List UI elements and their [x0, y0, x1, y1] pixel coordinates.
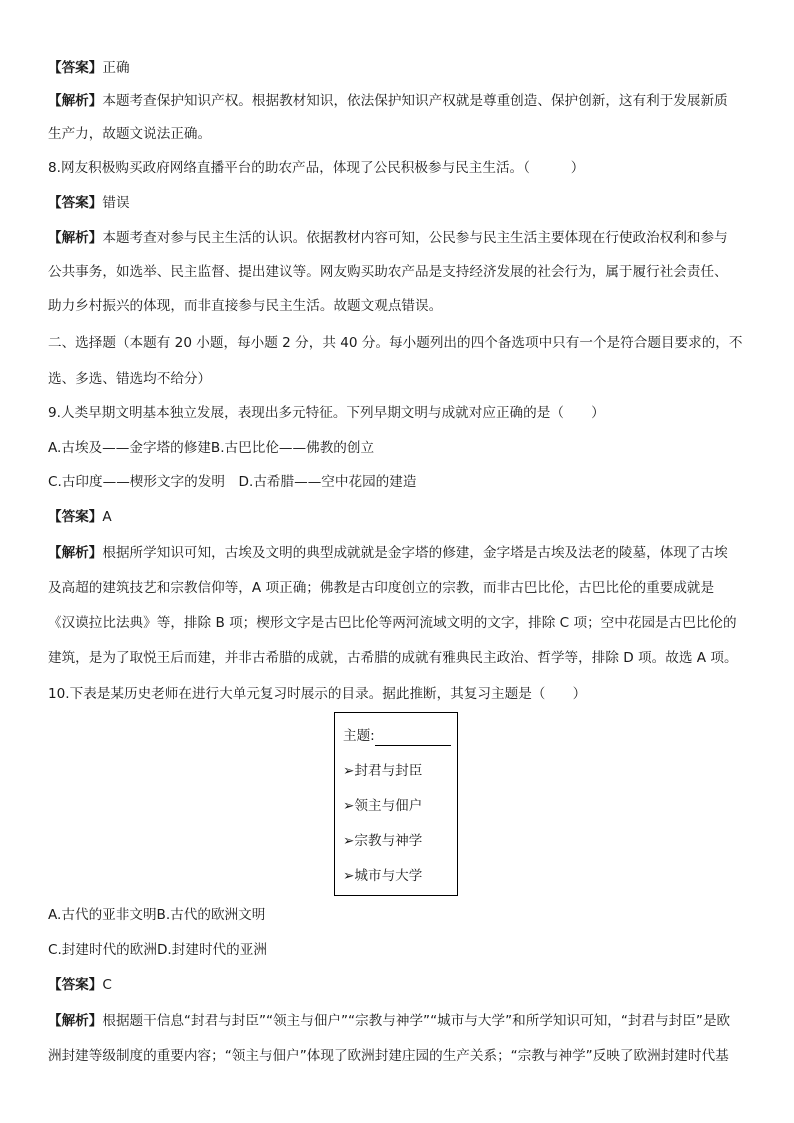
- answer-line: [48, 507, 760, 527]
- blank-underline: [375, 731, 451, 746]
- answer-tag: 【答案】: [48, 977, 103, 993]
- outline-title-label: 主题:: [343, 728, 375, 744]
- answer-tag: 【答案】: [48, 509, 103, 525]
- analysis-tag: 【解析】: [48, 545, 103, 561]
- text-line: 洲封建等级制度的重要内容；“领主与佃户”体现了欧洲封建庄园的生产关系；“宗教与神学”反映了欧洲封建时代基: [48, 1048, 729, 1064]
- outline-item: ➢封君与封臣: [343, 763, 423, 779]
- outline-item: ➢城市与大学: [343, 868, 423, 884]
- text-line: 《汉谟拉比法典》等，排除 B 项；楔形文字是古巴比伦等两河流域文明的文字，排除 C 项；空中花园是古巴比伦的: [48, 615, 737, 631]
- analysis-line: [48, 228, 760, 248]
- analysis-text: 根据题干信息“封君与封臣”“领主与佃户”“宗教与神学”“城市与大学”和所学知识可知，“封君与封臣”是欧: [102, 1013, 731, 1029]
- answer-line: [48, 193, 760, 213]
- analysis-text: 根据所学知识可知，古埃及文明的典型成就就是金字塔的修建，金字塔是古埃及法老的陵墓，体现了古埃: [102, 545, 728, 561]
- options-line: A.古代的亚非文明B.古代的欧洲文明: [48, 907, 266, 923]
- question-10: 10.下表是某历史老师在进行大单元复习时展示的目录。据此推断，其复习主题是（ ）: [48, 686, 587, 702]
- analysis-text: 本题考查保护知识产权。根据教材知识，依法保护知识产权就是尊重创造、保护创新，这有利于发展新质: [102, 93, 728, 109]
- text-line: 公共事务，如选举、民主监督、提出建议等。网友购买助农产品是支持经济发展的社会行为，属于履行社会责任、: [48, 264, 728, 280]
- analysis-tag: 【解析】: [48, 230, 103, 246]
- text-line: 选、多选、错选均不给分）: [48, 371, 212, 387]
- answer-line: [48, 975, 760, 995]
- answer-text: C: [102, 977, 112, 993]
- answer-tag: 【答案】: [48, 195, 103, 211]
- question-8: 8.网友积极购买政府网络直播平台的助农产品，体现了公民积极参与民主生活。（ ）: [48, 160, 585, 176]
- text-line: 生产力，故题文说法正确。: [48, 126, 212, 142]
- analysis-text: 本题考查对参与民主生活的认识。依据教材内容可知，公民参与民主生活主要体现在行使政治权利和参与: [102, 230, 728, 246]
- question-9: 9.人类早期文明基本独立发展，表现出多元特征。下列早期文明与成就对应正确的是（ ）: [48, 405, 605, 421]
- review-outline-box: [334, 712, 458, 896]
- options-line: A.古埃及——金字塔的修建B.古巴比伦——佛教的创立: [48, 440, 375, 456]
- outline-item: ➢领主与佃户: [343, 798, 423, 814]
- answer-text: 正确: [102, 60, 130, 76]
- analysis-line: [48, 543, 760, 563]
- text-line: 及高超的建筑技艺和宗教信仰等，A 项正确；佛教是古印度创立的宗教，而非古巴比伦，古巴比伦的重要成就是: [48, 580, 715, 596]
- options-line: C.封建时代的欧洲D.封建时代的亚洲: [48, 942, 267, 958]
- section-heading: 二、选择题（本题有 20 小题，每小题 2 分，共 40 分。每小题列出的四个备选项中只有一个是符合题目要求的，不: [48, 335, 743, 351]
- analysis-line: [48, 1011, 760, 1031]
- answer-line: [48, 58, 760, 78]
- text-line: 助力乡村振兴的体现，而非直接参与民主生活。故题文观点错误。: [48, 298, 443, 314]
- analysis-tag: 【解析】: [48, 1013, 103, 1029]
- answer-text: 错误: [102, 195, 130, 211]
- outline-title: [343, 726, 451, 746]
- analysis-line: [48, 91, 760, 111]
- answer-tag: 【答案】: [48, 60, 103, 76]
- outline-item: ➢宗教与神学: [343, 833, 423, 849]
- options-line: C.古印度——楔形文字的发明 D.古希腊——空中花园的建造: [48, 474, 417, 490]
- answer-text: A: [102, 509, 112, 525]
- text-line: 建筑，是为了取悦王后而建，并非古希腊的成就，古希腊的成就有雅典民主政治、哲学等，排除 D 项。故选 A 项。: [48, 650, 738, 666]
- analysis-tag: 【解析】: [48, 93, 103, 109]
